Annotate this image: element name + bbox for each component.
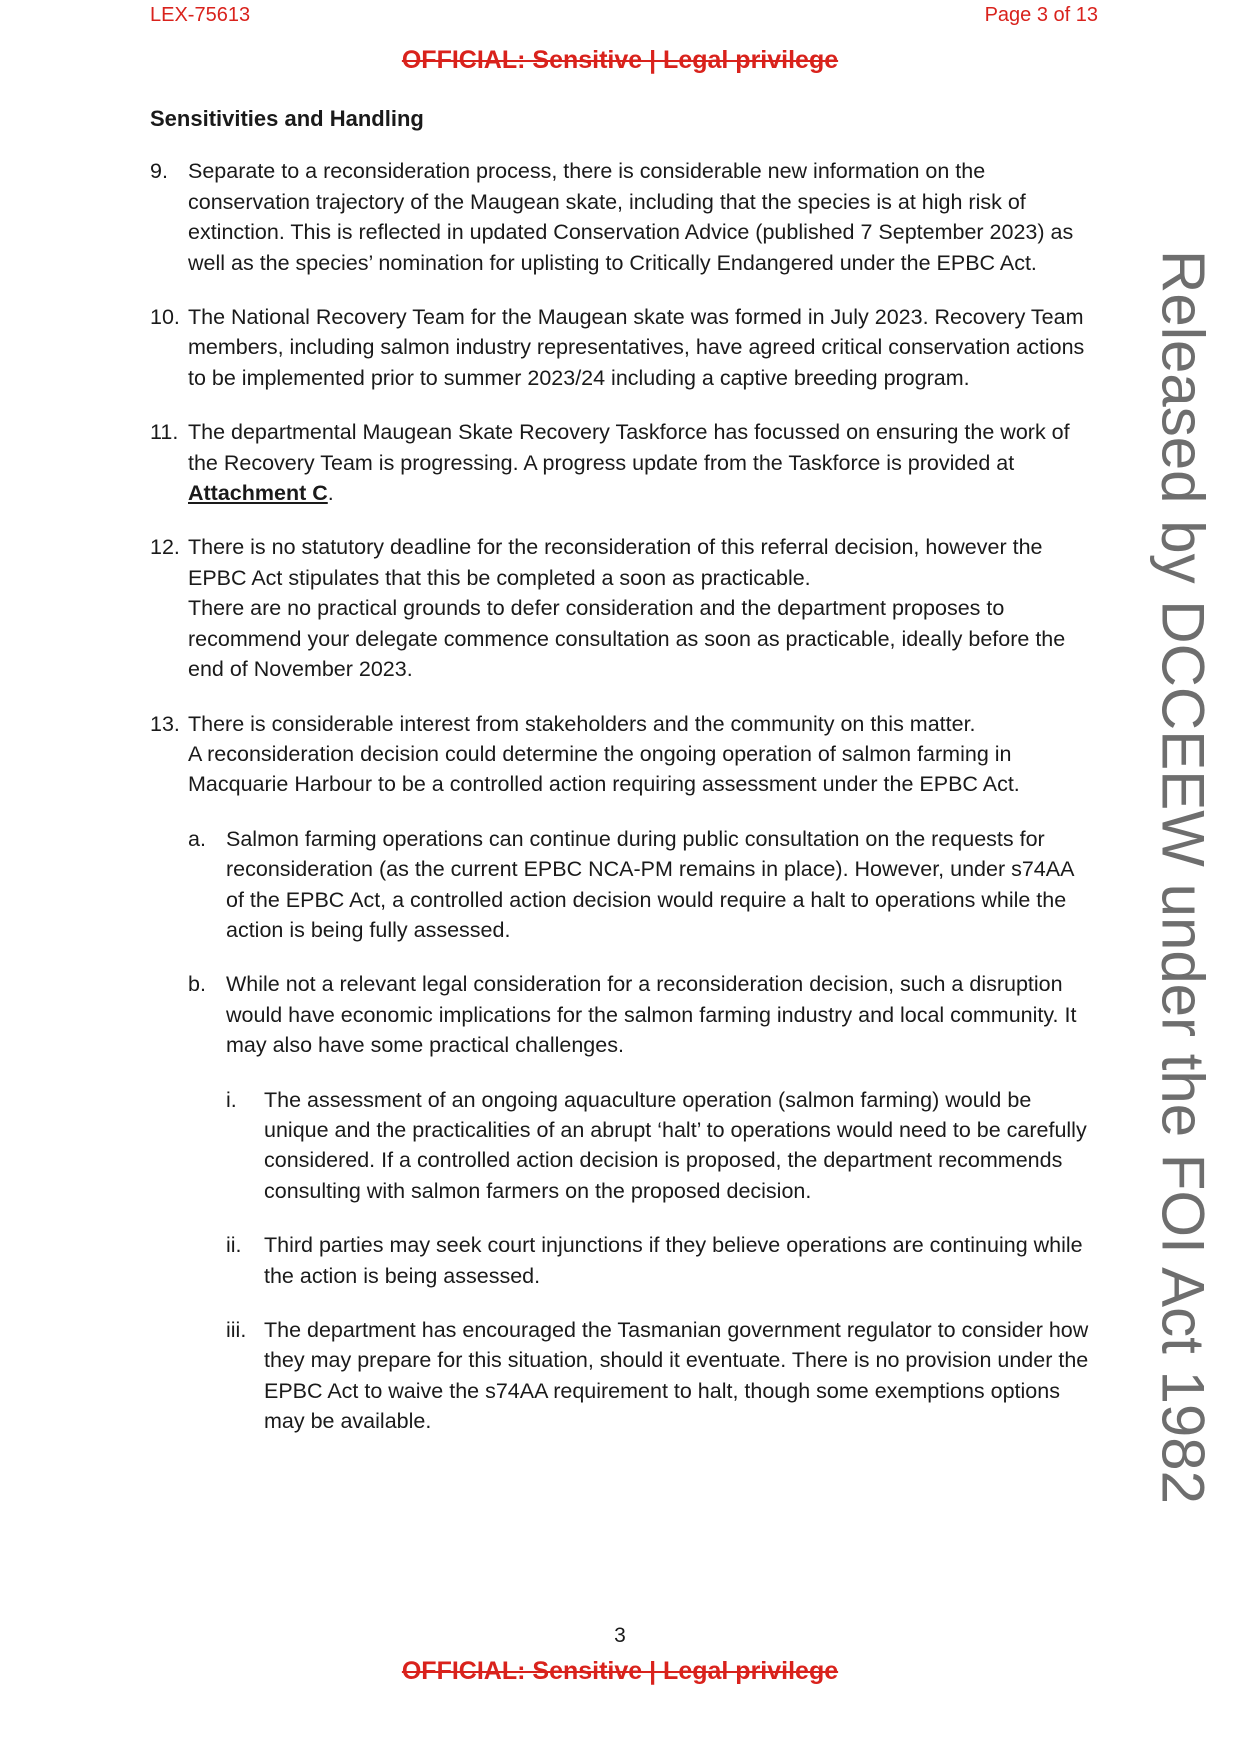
- subparagraph-iii: [150, 1315, 1095, 1437]
- paragraph-12: [150, 532, 1095, 684]
- paragraph-text: There is considerable interest from stakeholders and the community on this matter.: [188, 711, 976, 736]
- classification-marking-top: OFFICIAL: Sensitive | Legal privilege: [401, 46, 839, 74]
- paragraph-text: The National Recovery Team for the Maugean skate was formed in July 2023. Recovery Team members, including salmon industry representatives, have agreed critical conservation actions to be implemented prior to summer 2023/24 including a captive breeding program.: [188, 305, 1085, 390]
- paragraph-number: 12.: [150, 535, 180, 560]
- paragraph-text: [188, 417, 1095, 508]
- subparagraph-roman: ii.: [226, 1233, 242, 1258]
- subparagraph-letter: b.: [188, 972, 206, 997]
- paragraph-13: [150, 709, 1095, 800]
- page-indicator: Page 3 of 13: [984, 4, 1098, 26]
- paragraph-text: Separate to a reconsideration process, there is considerable new information on the conservation trajectory of the Maugean skate, including that the species is at high risk of extinction. This is reflected in updated Conservation Advice (published 7 September 2023) as well as the species’ nomination for uplisting to Critically Endangered under the EPBC Act.: [188, 159, 1074, 275]
- subparagraph-i: [150, 1085, 1095, 1207]
- foi-release-watermark: Released by DCCEEW under the FOI Act 1982: [1149, 250, 1217, 1504]
- page-number: 3: [614, 1624, 626, 1647]
- paragraph-9: [150, 156, 1095, 278]
- document-reference: LEX-75613: [150, 4, 251, 26]
- paragraph-number: 10.: [150, 305, 180, 330]
- subparagraph-roman: iii.: [226, 1318, 247, 1342]
- section-title: Sensitivities and Handling: [150, 106, 424, 131]
- paragraph-10: [150, 302, 1095, 393]
- classification-marking-bottom: OFFICIAL: Sensitive | Legal privilege: [401, 1657, 839, 1685]
- paragraph-text-part: The departmental Maugean Skate Recovery Taskforce has focussed on ensuring the work of the Recovery Team is progressing. A progress update from the Taskforce is provided at: [188, 420, 1070, 475]
- paragraph-text-part: .: [327, 481, 334, 506]
- subparagraph-text: The assessment of an ongoing aquaculture operation (salmon farming) would be unique and the practicalities of an abrupt ‘halt’ to operations would need to be carefully considered. If a controlled action decision is proposed, the department recommends consulting with salmon farmers on the proposed decision.: [264, 1087, 1087, 1203]
- paragraph-number: 9.: [150, 159, 168, 184]
- subparagraph-text: While not a relevant legal consideration for a reconsideration decision, such a disruption would have economic implications for the salmon farming industry and local community. It may also have some practical challenges.: [226, 972, 1077, 1058]
- paragraph-11: [150, 417, 1095, 508]
- attachment-c-reference: Attachment C: [188, 481, 328, 506]
- subparagraph-roman: i.: [226, 1087, 237, 1112]
- paragraph-text: There is no statutory deadline for the reconsideration of this referral decision, however the EPBC Act stipulates that this be completed a soon as practicable.: [188, 535, 1043, 590]
- subparagraph-text: The department has encouraged the Tasmanian government regulator to consider how they may prepare for this situation, should it eventuate. There is no provision under the EPBC Act to waive the s74AA requirement to halt, though some exemptions options may be available.: [264, 1318, 1089, 1434]
- document-body: [150, 104, 1095, 1461]
- paragraph-text-continued: A reconsideration decision could determine the ongoing operation of salmon farming in Macquarie Harbour to be a controlled action requiring assessment under the EPBC Act.: [188, 741, 1020, 797]
- subparagraph-text: Salmon farming operations can continue during public consultation on the requests for reconsideration (as the current EPBC NCA-PM remains in place). However, under s74AA of the EPBC Act, a controlled action decision would require a halt to operations while the action is being fully assessed.: [226, 826, 1074, 942]
- subparagraph-b: [150, 969, 1095, 1060]
- paragraph-text-continued: There are no practical grounds to defer consideration and the department proposes to recommend your delegate commence consultation as soon as practicable, ideally before the end of November 2023.: [188, 596, 1066, 682]
- paragraph-number: 13.: [150, 711, 180, 736]
- subparagraph-letter: a.: [188, 826, 206, 851]
- paragraph-number: 11.: [150, 420, 179, 445]
- subparagraph-a: [150, 824, 1095, 946]
- subparagraph-text: Third parties may seek court injunctions if they believe operations are continuing while the action is being assessed.: [264, 1233, 1083, 1288]
- subparagraph-ii: [150, 1230, 1095, 1291]
